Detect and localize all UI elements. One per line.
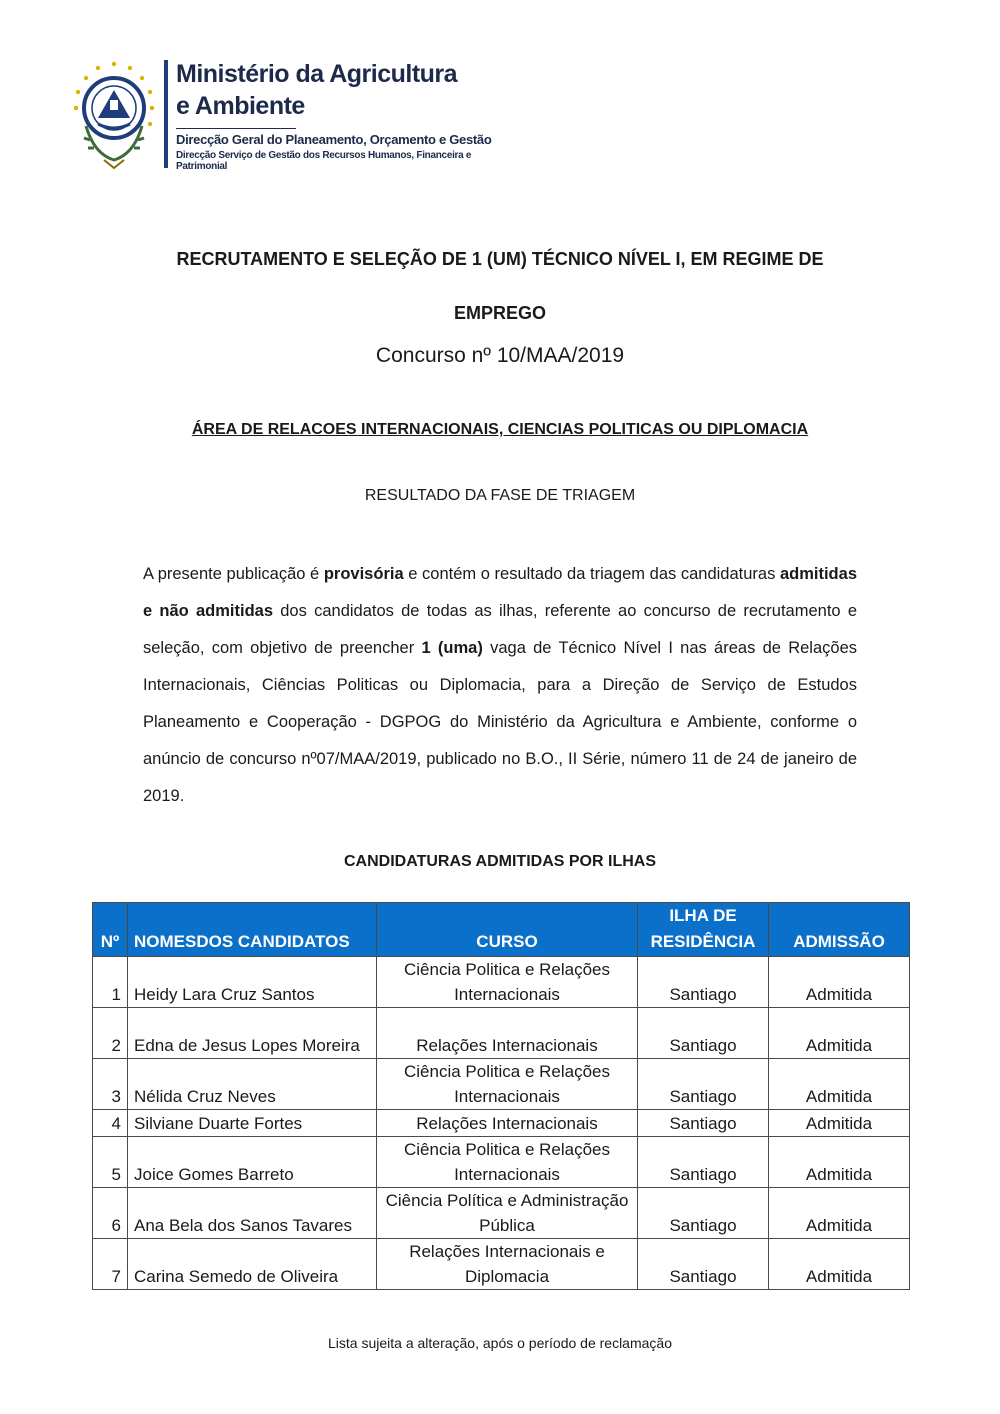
cell-num: 3 (93, 1059, 128, 1110)
cell-admissao: Admitida (769, 1110, 910, 1137)
header-curso: CURSO (377, 903, 638, 957)
table-header-row (93, 903, 910, 957)
cell-num: 7 (93, 1239, 128, 1290)
result-heading: RESULTADO DA FASE DE TRIAGEM (364, 487, 636, 504)
body-paragraph (143, 556, 857, 815)
cell-ilha: Santiago (638, 1137, 769, 1188)
cell-curso: Relações Internacionais (377, 1110, 638, 1137)
header-name: NOMESDOS CANDIDATOS (128, 903, 377, 957)
body-text-2: e contém o resultado da triagem das candidaturas (403, 565, 780, 583)
cell-ilha: Santiago (638, 1059, 769, 1110)
ministry-name-line2: e Ambiente (176, 92, 305, 120)
cell-name: Carina Semedo de Oliveira (128, 1239, 377, 1290)
area-heading: ÁREA DE RELACOES INTERNACIONAIS, CIENCIAS POLITICAS OU DIPLOMACIA (191, 421, 809, 438)
body-text-4: vaga de Técnico Nível I nas áreas de Relações Internacionais, Ciências Politicas ou Diplomacia, para a Direção de Serviço de Estudos Planeamento e Cooperação - DGPOG do Ministério da Agricultura e Ambiente, conforme o anúncio de concurso nº07/MAA/2019, publicado no B.O., II Série, número 11 de 24 de janeiro de 2019. (143, 639, 857, 805)
table-row (93, 1110, 910, 1137)
body-text-3: dos candidatos de todas as ilhas, referente ao concurso de recrutamento e seleção, com objetivo de preencher (143, 602, 858, 657)
header-admissao: ADMISSÃO (769, 903, 910, 957)
cell-ilha: Santiago (638, 1239, 769, 1290)
cell-admissao: Admitida (769, 1008, 910, 1059)
body-bold-provisoria: provisória (323, 565, 404, 583)
coat-of-arms-icon (64, 56, 164, 174)
cell-admissao: Admitida (769, 1239, 910, 1290)
cell-ilha: Santiago (638, 1188, 769, 1239)
cell-num: 4 (93, 1110, 128, 1137)
table-heading: CANDIDATURAS ADMITIDAS POR ILHAS (344, 853, 656, 870)
cell-ilha: Santiago (638, 1110, 769, 1137)
cell-name: Joice Gomes Barreto (128, 1137, 377, 1188)
footer-note: Lista sujeita a alteração, após o período de reclamação (328, 1335, 672, 1351)
candidates-table (92, 902, 910, 1290)
cell-num: 6 (93, 1188, 128, 1239)
body-bold-admitidas: admitidas e não admitidas (143, 565, 857, 620)
letterhead (64, 56, 524, 174)
title-line2: EMPREGO (453, 303, 546, 323)
cell-name: Heidy Lara Cruz Santos (128, 957, 377, 1008)
cell-name: Silviane Duarte Fortes (128, 1110, 377, 1137)
cell-curso: Ciência Politica e Relações Internacionais (377, 1059, 638, 1110)
cell-curso: Ciência Politica e Relações Internacionais (377, 1137, 638, 1188)
cell-name: Ana Bela dos Sanos Tavares (128, 1188, 377, 1239)
cell-num: 2 (93, 1008, 128, 1059)
table-row (93, 1188, 910, 1239)
table-row (93, 1008, 910, 1059)
title-line1: RECRUTAMENTO E SELEÇÃO DE 1 (UM) TÉCNICO NÍVEL I, EM REGIME DE (176, 249, 824, 269)
cell-ilha: Santiago (638, 1008, 769, 1059)
table-row (93, 1059, 910, 1110)
cell-curso: Relações Internacionais e Diplomacia (377, 1239, 638, 1290)
body-bold-vaga: 1 (uma) (421, 639, 483, 657)
header-ilha: ILHA DE RESIDÊNCIA (638, 903, 769, 957)
cell-admissao: Admitida (769, 1188, 910, 1239)
header-rule (164, 60, 168, 168)
cell-name: Edna de Jesus Lopes Moreira (128, 1008, 377, 1059)
cell-admissao: Admitida (769, 1137, 910, 1188)
service-name: Direcção Serviço de Gestão dos Recursos Humanos, Financeira e Patrimonial (176, 150, 472, 172)
header-num: Nº (93, 903, 128, 957)
cell-curso: Ciência Política e Administração Pública (377, 1188, 638, 1239)
document-title (0, 232, 1000, 340)
cell-curso: Ciência Politica e Relações Internacionais (377, 957, 638, 1008)
cell-admissao: Admitida (769, 957, 910, 1008)
cell-ilha: Santiago (638, 957, 769, 1008)
table-row (93, 1137, 910, 1188)
cell-name: Nélida Cruz Neves (128, 1059, 377, 1110)
cell-curso: Relações Internacionais (377, 1008, 638, 1059)
cell-admissao: Admitida (769, 1059, 910, 1110)
cell-num: 1 (93, 957, 128, 1008)
department-name: Direcção Geral do Planeamento, Orçamento e Gestão (176, 132, 492, 147)
cell-num: 5 (93, 1137, 128, 1188)
body-text-1: A presente publicação é (143, 565, 324, 583)
table-row (93, 957, 910, 1008)
header-underline (176, 128, 296, 129)
ministry-name-line1: Ministério da Agricultura (176, 60, 458, 88)
table-row (93, 1239, 910, 1290)
concurso-number: Concurso nº 10/MAA/2019 (375, 344, 625, 367)
